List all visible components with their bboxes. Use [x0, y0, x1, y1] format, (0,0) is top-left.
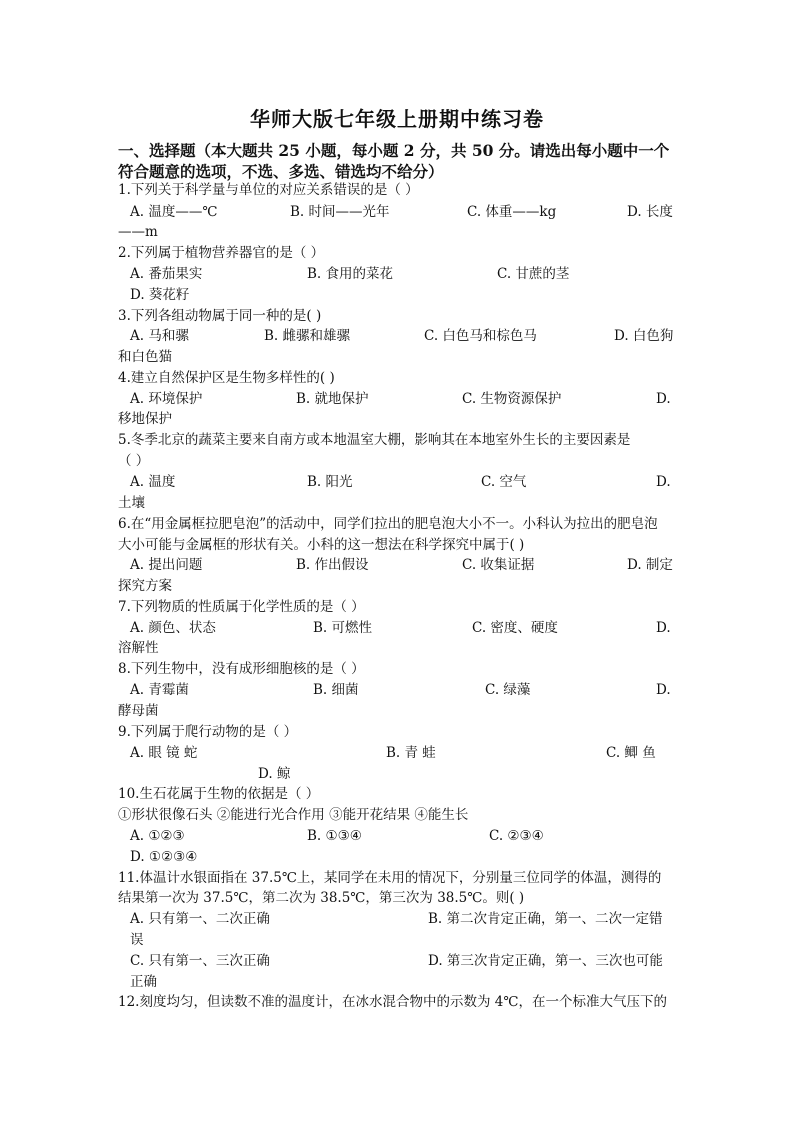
question-9-option-c: C. 鲫 鱼 — [606, 745, 656, 761]
question-5-option-d: D. — [656, 474, 671, 490]
question-1-option-c: C. 体重——kg — [467, 204, 557, 220]
question-2-option-b: B. 食用的菜花 — [307, 266, 394, 282]
question-2-wrap: D. 葵花籽 — [130, 287, 190, 303]
question-6-option-c: C. 收集证据 — [462, 557, 535, 573]
question-3-wrap: 和白色猫 — [118, 349, 172, 365]
question-8-option-a: A. 青霉菌 — [130, 682, 189, 698]
question-3-option-a: A. 马和骡 — [130, 328, 189, 344]
question-8-stem: 8.下列生物中，没有成形细胞核的是（ ） — [118, 661, 365, 677]
page-title: 华师大版七年级上册期中练习卷 — [250, 107, 544, 131]
question-6-option-a: A. 提出问题 — [130, 557, 203, 573]
question-1-option-d: D. 长度 — [627, 204, 673, 220]
question-5-option-a: A. 温度 — [130, 474, 176, 490]
question-1-stem: 1.下列关于科学量与单位的对应关系错误的是（ ） — [118, 182, 419, 198]
question-5-option-b: B. 阳光 — [307, 474, 353, 490]
question-6-stem-line-1: 6.在“用金属框拉肥皂泡”的活动中，同学们拉出的肥皂泡大小不一。小科认为拉出的肥皂泡 — [118, 516, 658, 532]
question-6-option-b: B. 作出假设 — [296, 557, 369, 573]
question-4-option-c: C. 生物资源保护 — [462, 391, 562, 407]
question-11-stem-line-2: 结果第一次为 37.5℃，第二次为 38.5℃，第三次为 38.5℃。则( ) — [118, 890, 525, 906]
question-10-stem-line-1: 10.生石花属于生物的依据是（ ） — [118, 786, 320, 802]
question-7-option-d: D. — [656, 620, 671, 636]
question-9-stem: 9.下列属于爬行动物的是（ ） — [118, 724, 298, 740]
question-12-stem: 12.刻度均匀，但读数不准的温度计，在冰水混合物中的示数为 4℃，在一个标准大气压下的 — [118, 994, 667, 1010]
question-5-wrap: 土壤 — [118, 495, 145, 511]
question-1-wrap: ——m — [118, 224, 158, 240]
question-10-wrap: D. ①②③④ — [130, 849, 198, 865]
question-11-option-b-wrap: 误 — [130, 932, 144, 948]
question-9-option-b: B. 青 蛙 — [386, 745, 436, 761]
question-6-wrap: 探究方案 — [118, 578, 172, 594]
question-11-option-b: B. 第二次肯定正确，第一、二次一定错 — [428, 911, 663, 927]
question-6-option-d: D. 制定 — [627, 557, 673, 573]
question-10-option-b: B. ①③④ — [307, 828, 362, 844]
question-11-option-c: C. 只有第一、三次正确 — [130, 953, 270, 969]
question-5-stem-line-2: （ ） — [118, 453, 150, 469]
question-7-option-a: A. 颜色、状态 — [130, 620, 216, 636]
question-11-option-a: A. 只有第一、二次正确 — [130, 911, 270, 927]
question-7-stem: 7.下列物质的性质属于化学性质的是（ ） — [118, 599, 365, 615]
question-2-option-a: A. 番茄果实 — [130, 266, 203, 282]
question-4-option-d: D. — [656, 391, 671, 407]
question-10-option-c: C. ②③④ — [489, 828, 544, 844]
section-heading-line-1: 一、选择题（本大题共 25 小题，每小题 2 分，共 50 分。请选出每小题中一个 — [118, 141, 670, 160]
question-2-stem: 2.下列属于植物营养器官的是（ ） — [118, 245, 325, 261]
question-4-wrap: 移地保护 — [118, 411, 172, 427]
question-8-option-c: C. 绿藻 — [485, 682, 531, 698]
section-heading-line-2: 符合题意的选项，不选、多选、错选均不给分） — [118, 162, 444, 181]
question-4-option-b: B. 就地保护 — [296, 391, 369, 407]
question-3-option-d: D. 白色狗 — [614, 328, 674, 344]
question-8-option-d: D. — [656, 682, 671, 698]
question-5-option-c: C. 空气 — [481, 474, 527, 490]
question-4-stem: 4.建立自然保护区是生物多样性的( ) — [118, 370, 335, 386]
question-6-stem-line-2: 大小可能与金属框的形状有关。小科的这一想法在科学探究中属于( ) — [118, 537, 525, 553]
question-9-option-a: A. 眼 镜 蛇 — [130, 745, 198, 761]
question-11-option-d-wrap: 正确 — [130, 974, 157, 990]
question-11-stem-line-1: 11.体温计水银面指在 37.5℃上，某同学在未用的情况下，分别量三位同学的体温，测得的 — [118, 870, 662, 886]
question-8-wrap: 酵母菌 — [118, 703, 159, 719]
question-3-option-c: C. 白色马和棕色马 — [424, 328, 537, 344]
question-3-option-b: B. 雌骡和雄骡 — [264, 328, 351, 344]
question-1-option-b: B. 时间——光年 — [290, 204, 390, 220]
question-4-option-a: A. 环境保护 — [130, 391, 203, 407]
question-10-option-a: A. ①②③ — [130, 828, 185, 844]
question-3-stem: 3.下列各组动物属于同一种的是( ) — [118, 308, 322, 324]
question-1-option-a: A. 温度——℃ — [130, 204, 218, 220]
question-11-option-d: D. 第三次肯定正确，第一、三次也可能 — [428, 953, 663, 969]
question-8-option-b: B. 细菌 — [313, 682, 359, 698]
question-10-stem-line-2: ①形状很像石头 ②能进行光合作用 ③能开花结果 ④能生长 — [118, 807, 469, 823]
question-9-wrap: D. 鲸 — [258, 766, 291, 782]
question-5-stem-line-1: 5.冬季北京的蔬菜主要来自南方或本地温室大棚，影响其在本地室外生长的主要因素是 — [118, 432, 631, 448]
question-7-option-b: B. 可燃性 — [313, 620, 373, 636]
question-2-option-c: C. 甘蔗的茎 — [497, 266, 570, 282]
question-7-wrap: 溶解性 — [118, 640, 159, 656]
question-7-option-c: C. 密度、硬度 — [472, 620, 558, 636]
